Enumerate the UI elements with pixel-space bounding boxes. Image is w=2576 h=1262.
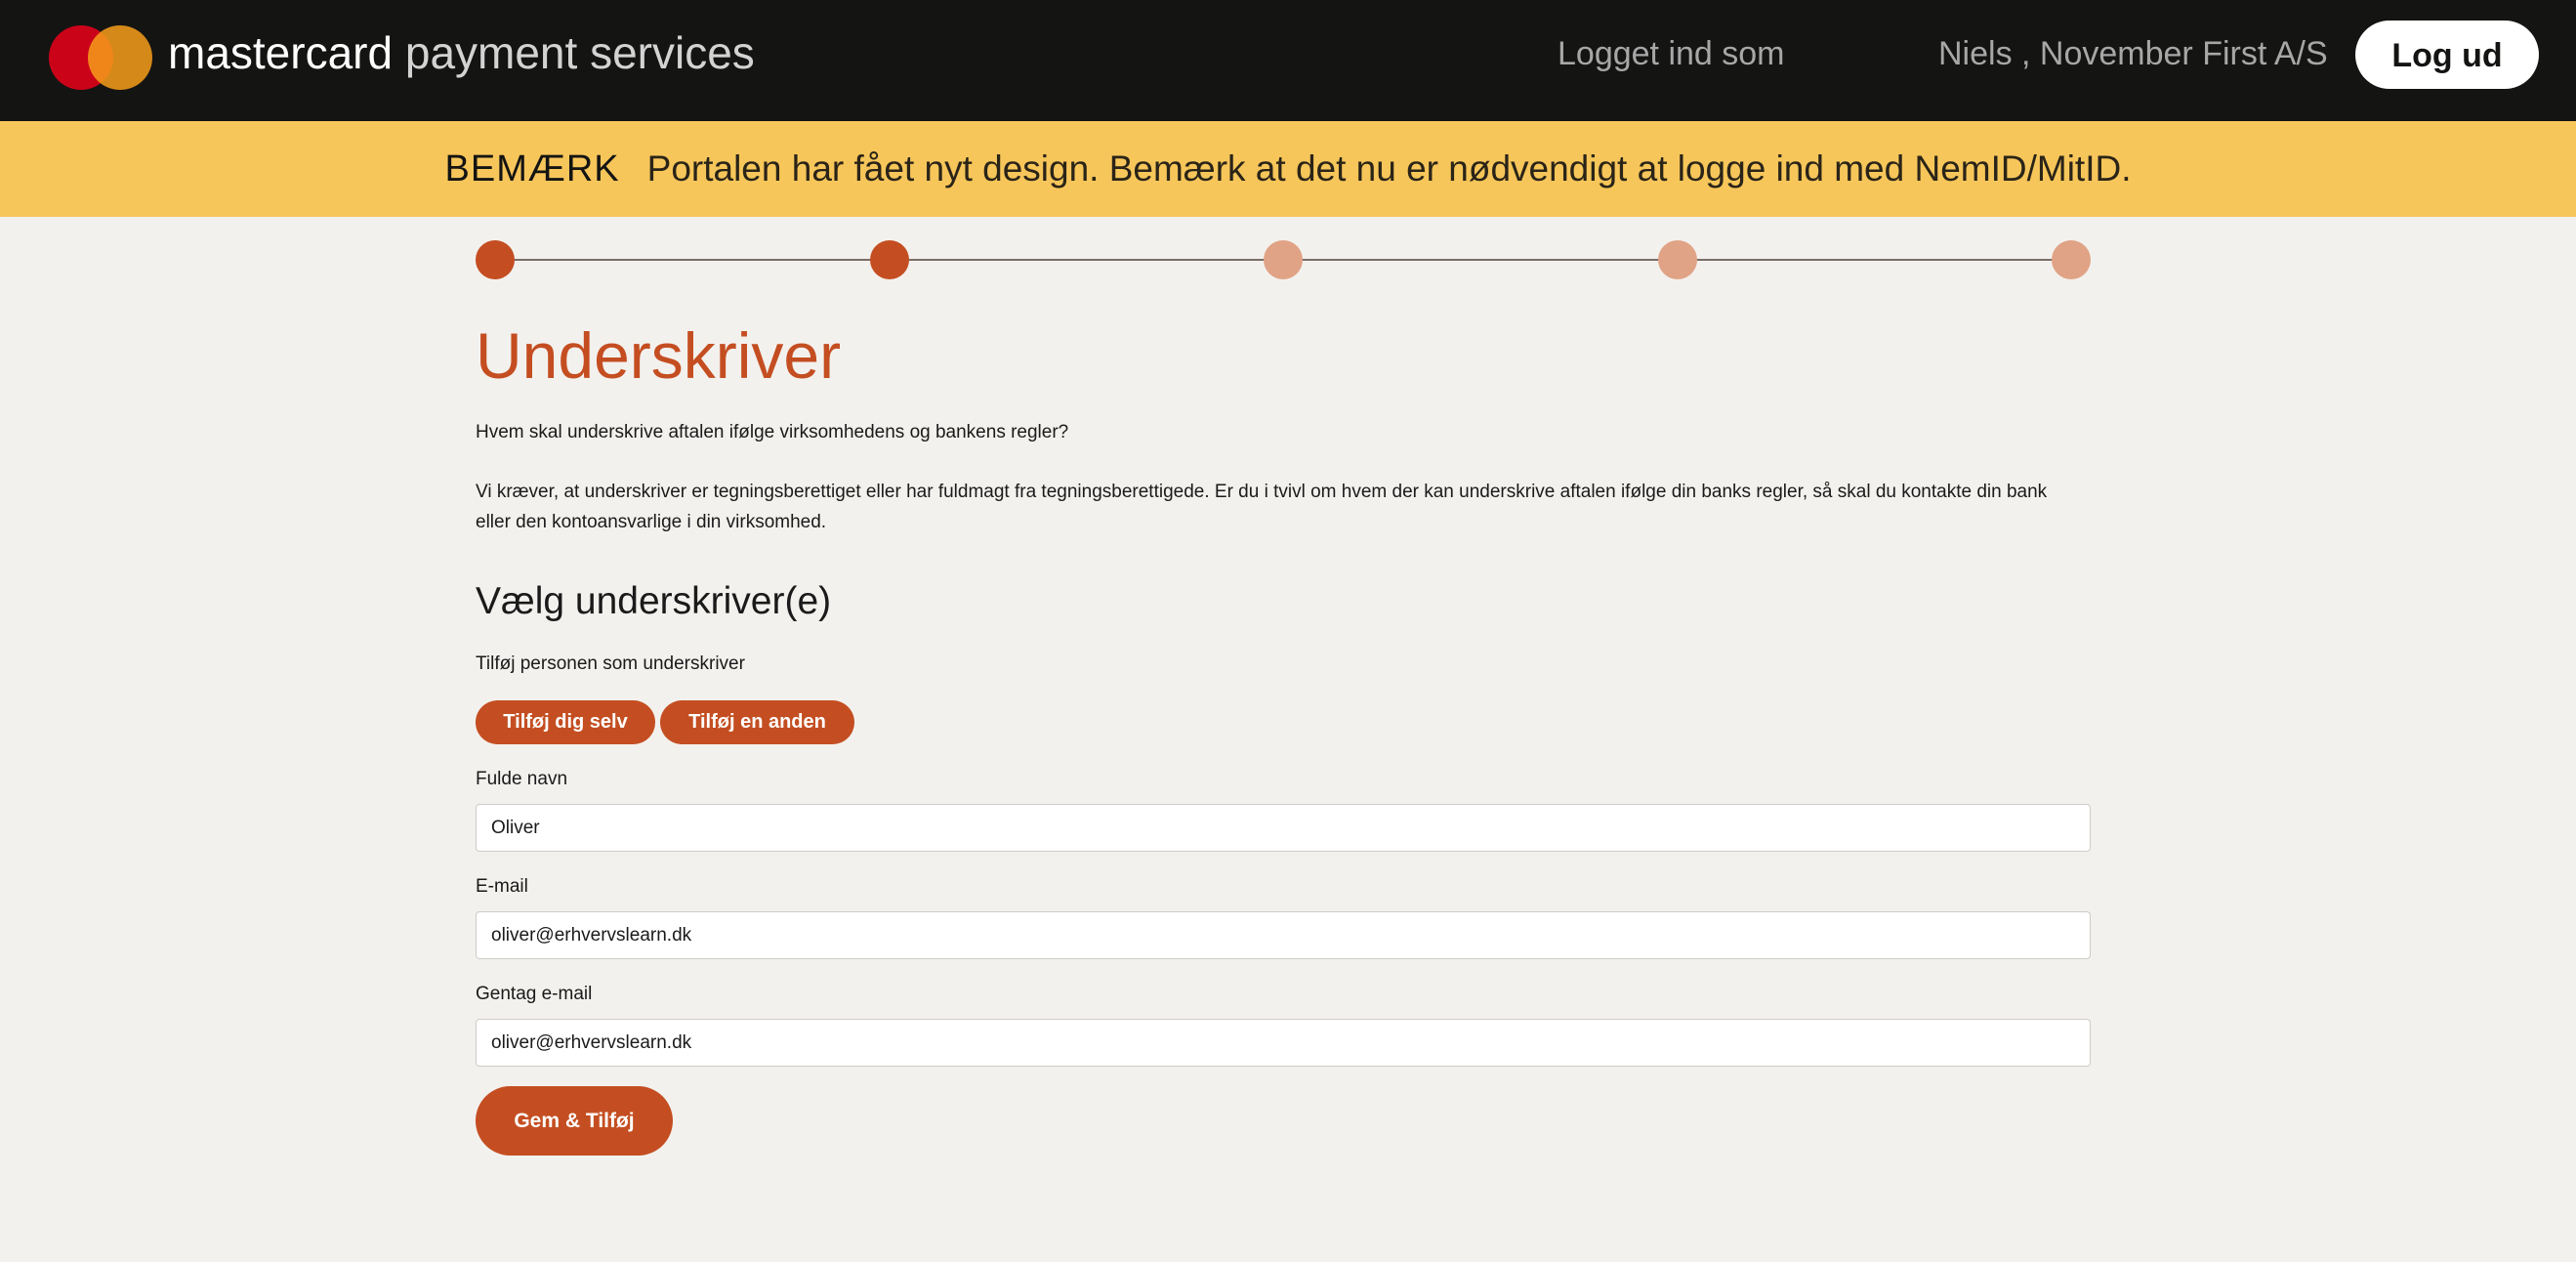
- logout-button[interactable]: Log ud: [2355, 21, 2539, 89]
- progress-stepper: [476, 240, 2091, 279]
- add-self-button[interactable]: Tilføj dig selv: [476, 700, 655, 744]
- save-and-add-button[interactable]: Gem & Tilføj: [476, 1086, 673, 1156]
- notice-banner: [0, 121, 2576, 217]
- step-3-dot: [1264, 240, 1303, 279]
- logged-in-label: Logget ind som: [1558, 35, 1785, 72]
- top-bar: [0, 0, 2576, 121]
- brand-primary: mastercard: [168, 27, 394, 78]
- mastercard-logo: [49, 25, 152, 90]
- email-label: E-mail: [476, 876, 528, 897]
- signer-question: Hvem skal underskrive aftalen ifølge virksomhedens og bankens regler?: [476, 422, 1069, 442]
- brand-secondary: payment services: [404, 27, 755, 78]
- logo-orange-circle: [88, 25, 152, 90]
- step-1-dot: [476, 240, 515, 279]
- brand-name: [168, 25, 755, 80]
- step-2-dot: [870, 240, 909, 279]
- full-name-input[interactable]: [476, 804, 2091, 852]
- user-name: Niels , November First A/S: [1938, 35, 2328, 72]
- step-5-dot: [2052, 240, 2091, 279]
- full-name-label: Fulde navn: [476, 769, 568, 789]
- step-4-dot: [1658, 240, 1697, 279]
- add-signer-prompt: Tilføj personen som underskriver: [476, 653, 745, 674]
- repeat-email-input[interactable]: [476, 1019, 2091, 1067]
- signer-description: Vi kræver, at underskriver er tegningsberettiget eller har fuldmagt fra tegningsberettigede. Er du i tvivl om hvem der kan underskrive aftalen ifølge din banks regler, så skal du kontakte din bank eller den kontoansvarlige i din virksomhed.: [476, 482, 2048, 532]
- notice-text: Portalen har fået nyt design. Bemærk at det nu er nødvendigt at logge ind med NemID/MitID.: [646, 148, 2132, 189]
- page-title: Underskriver: [476, 319, 842, 392]
- repeat-email-label: Gentag e-mail: [476, 984, 593, 1004]
- add-other-button[interactable]: Tilføj en anden: [660, 700, 854, 744]
- section-title: Vælg underskriver(e): [476, 580, 832, 622]
- notice-label: BEMÆRK: [444, 147, 620, 189]
- email-input[interactable]: [476, 911, 2091, 959]
